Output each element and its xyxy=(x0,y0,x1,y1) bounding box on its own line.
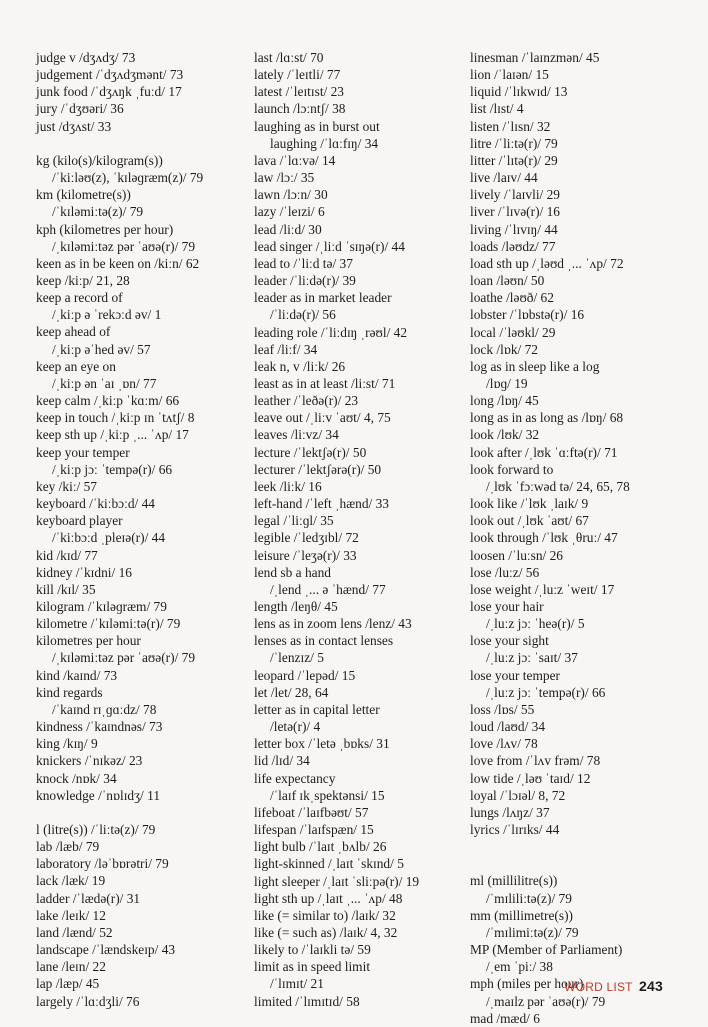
word-entry: keep sth up /ˌkiːp ˌ... ˈʌp/ 17 xyxy=(36,427,189,443)
word-entry: living /ˈlɪvɪŋ/ 44 xyxy=(470,221,558,237)
word-entry: launch /lɔːntʃ/ 38 xyxy=(254,101,346,117)
word-entry: kg (kilo(s)/kilogram(s)) xyxy=(36,152,163,168)
word-entry: lifespan /ˈlaɪfspæn/ 15 xyxy=(254,822,374,838)
word-entry: loathe /ləʊð/ 62 xyxy=(470,290,554,306)
word-entry: leading role /ˈliːdɪŋ ˌrəʊl/ 42 xyxy=(254,324,408,340)
word-entry: kid /kɪd/ 77 xyxy=(36,547,98,563)
word-entry: loan /ləʊn/ 50 xyxy=(470,273,545,289)
word-entry: laughing as in burst out xyxy=(254,118,380,134)
word-entry: long as in as long as /lɒŋ/ 68 xyxy=(470,410,624,426)
word-entry-continuation: /ˌkiːp jɔː ˈtempə(r)/ 66 xyxy=(52,461,173,477)
word-entry: leader as in market leader xyxy=(254,290,392,306)
word-entry: lobster /ˈlɒbstə(r)/ 16 xyxy=(470,307,585,323)
word-entry: lab /læb/ 79 xyxy=(36,839,100,855)
word-entry: look after /ˌlʊk ˈɑːftə(r)/ 71 xyxy=(470,444,618,460)
word-entry: kind regards xyxy=(36,684,103,700)
word-entry-continuation: /ˌlʊk ˈfɔːwəd tə/ 24, 65, 78 xyxy=(486,478,630,494)
word-entry: lock /lɒk/ 72 xyxy=(470,341,538,357)
word-entry-continuation: /ˌlend ˌ... ə ˈhænd/ 77 xyxy=(270,581,386,597)
word-entry: kill /kɪl/ 35 xyxy=(36,581,96,597)
word-entry: judgement /ˈdʒʌdʒmənt/ 73 xyxy=(36,67,184,83)
word-entry: letter box /ˈletə ˌbɒks/ 31 xyxy=(254,736,390,752)
word-entry: lecture /ˈlektʃə(r)/ 50 xyxy=(254,444,367,460)
word-entry: look through /ˈlʊk ˌθruː/ 47 xyxy=(470,530,618,546)
word-entry: limited /ˈlɪmɪtɪd/ 58 xyxy=(254,993,360,1009)
word-entry: l (litre(s)) /ˈliːtə(z)/ 79 xyxy=(36,822,156,837)
word-entry: leopard /ˈlepəd/ 15 xyxy=(254,667,356,683)
word-entry: lately /ˈleɪtli/ 77 xyxy=(254,67,341,83)
word-entry: look /lʊk/ 32 xyxy=(470,427,540,443)
word-entry: length /leŋθ/ 45 xyxy=(254,599,338,614)
word-entry-continuation: /ˈkɪləmiːtə(z)/ 79 xyxy=(52,204,144,220)
word-entry: keep your temper xyxy=(36,444,130,460)
word-entry: leather /ˈleðə(r)/ 23 xyxy=(254,393,359,409)
word-entry: load sth up /ˌləʊd ˌ... ˈʌp/ 72 xyxy=(470,255,624,271)
word-entry: lap /læp/ 45 xyxy=(36,976,100,992)
word-entry-continuation: /ˈmɪlimiːtə(z)/ 79 xyxy=(486,924,579,940)
word-entry: lyrics /ˈlɪrɪks/ 44 xyxy=(470,822,560,838)
word-entry: like (= similar to) /laɪk/ 32 xyxy=(254,907,396,923)
word-entry: local /ˈləʊkl/ 29 xyxy=(470,324,556,340)
word-entry: loyal /ˈlɔɪəl/ 8, 72 xyxy=(470,787,566,803)
word-entry: life expectancy xyxy=(254,770,336,786)
word-entry: loads /ləʊdz/ 77 xyxy=(470,238,556,254)
word-entry: kilometres per hour xyxy=(36,633,141,649)
word-entry-continuation: /ˌluːz jɔː ˈtempə(r)/ 66 xyxy=(486,684,606,700)
word-entry: likely to /ˈlaɪkli tə/ 59 xyxy=(254,942,371,958)
word-entry: lifeboat /ˈlaɪfbəʊt/ 57 xyxy=(254,804,369,820)
word-entry: legal /ˈliːɡl/ 35 xyxy=(254,513,334,529)
word-entry-continuation: /ˈlɪmɪt/ 21 xyxy=(270,976,324,992)
word-entry: lava /ˈlɑːvə/ 14 xyxy=(254,152,336,168)
word-entry: leaf /liːf/ 34 xyxy=(254,341,318,357)
word-entry-continuation: /ˌkɪləmiːtəz pər ˈaʊə(r)/ 79 xyxy=(52,650,196,666)
word-entry-continuation: /ˈlenzɪz/ 5 xyxy=(270,650,324,666)
word-entry: light-skinned /ˌlaɪt ˈskɪnd/ 5 xyxy=(254,856,404,872)
word-entry: laboratory /ləˈbɒrətri/ 79 xyxy=(36,856,169,872)
word-entry: log as in sleep like a log xyxy=(470,358,600,374)
page-footer xyxy=(564,978,663,994)
word-entry: litter /ˈlɪtə(r)/ 29 xyxy=(470,152,558,168)
page-number: 243 xyxy=(639,978,663,994)
word-entry: law /lɔː/ 35 xyxy=(254,170,315,186)
word-entry: legible /ˈledʒɪbl/ 72 xyxy=(254,530,359,546)
section-gap xyxy=(470,855,695,872)
word-entry: kilogram /ˈkɪləɡræm/ 79 xyxy=(36,598,167,614)
word-entry: liquid /ˈlɪkwɪd/ 13 xyxy=(470,84,568,100)
word-entry: look out /ˌlʊk ˈaʊt/ 67 xyxy=(470,513,589,529)
word-entry: left-hand /ˈleft ˌhænd/ 33 xyxy=(254,496,389,512)
word-entry: ladder /ˈlædə(r)/ 31 xyxy=(36,890,141,906)
word-entry: lid /lɪd/ 34 xyxy=(254,753,310,769)
word-entry-continuation: /ˌkiːp ə ˈrekɔːd əv/ 1 xyxy=(52,307,162,323)
word-entry: king /kɪŋ/ 9 xyxy=(36,736,98,752)
word-entry: lenses as in contact lenses xyxy=(254,633,394,649)
word-entry: key /kiː/ 57 xyxy=(36,478,97,494)
word-entry: love /lʌv/ 78 xyxy=(470,736,538,752)
word-entry: lake /leɪk/ 12 xyxy=(36,907,106,923)
word-entry: lend sb a hand xyxy=(254,564,331,580)
word-entry: mm (millimetre(s)) xyxy=(470,907,574,923)
word-entry: leek /liːk/ 16 xyxy=(254,478,322,494)
word-entry: keep calm /ˌkiːp ˈkɑːm/ 66 xyxy=(36,393,180,409)
word-entry: light sleeper /ˌlaɪt ˈsliːpə(r)/ 19 xyxy=(254,873,420,889)
word-entry: jury /ˈdʒʊəri/ 36 xyxy=(36,101,124,117)
word-entry: lead singer /ˌliːd ˈsɪŋə(r)/ 44 xyxy=(254,238,405,254)
footer-label: WORD LIST xyxy=(564,980,633,994)
word-entry: listen /ˈlɪsn/ 32 xyxy=(470,118,551,134)
word-entry: kidney /ˈkɪdni/ 16 xyxy=(36,564,132,580)
word-entry: leader /ˈliːdə(r)/ 39 xyxy=(254,273,356,289)
word-entry: lens as in zoom lens /lenz/ 43 xyxy=(254,616,412,632)
word-entry: lawn /lɔːn/ 30 xyxy=(254,187,328,203)
word-entry: keyboard /ˈkiːbɔːd/ 44 xyxy=(36,496,155,512)
word-entry: letter as in capital letter xyxy=(254,701,380,717)
word-entry: keep /kiːp/ 21, 28 xyxy=(36,273,130,289)
word-entry: long /lɒŋ/ 45 xyxy=(470,393,539,409)
word-entry-continuation: /ˈmɪliliːtə(z)/ 79 xyxy=(486,890,572,906)
word-entry: keyboard player xyxy=(36,513,123,529)
word-entry: mph (miles per hour) xyxy=(470,976,584,992)
word-entry-continuation: /ˈkiːbɔːd ˌpleɪə(r)/ 44 xyxy=(52,530,166,546)
word-entry-continuation: /letə(r)/ 4 xyxy=(270,719,321,735)
word-entry-continuation: /lɒɡ/ 19 xyxy=(486,375,528,391)
section-gap xyxy=(470,838,695,855)
word-entry-continuation: laughing /ˈlɑːfɪŋ/ 34 xyxy=(270,135,379,151)
word-entry: look forward to xyxy=(470,461,554,477)
word-entry: live /laɪv/ 44 xyxy=(470,170,538,186)
word-entry: love from /ˈlʌv frəm/ 78 xyxy=(470,753,601,769)
word-entry: light sth up /ˌlaɪt ˌ... ˈʌp/ 48 xyxy=(254,890,403,906)
word-entry: low tide /ˌləʊ ˈtaɪd/ 12 xyxy=(470,770,591,786)
word-entry: lead to /ˈliːd tə/ 37 xyxy=(254,255,353,271)
word-entry: leisure /ˈleʒə(r)/ 33 xyxy=(254,547,357,563)
word-entry: ml (millilitre(s)) xyxy=(470,873,558,889)
word-entry: loosen /ˈluːsn/ 26 xyxy=(470,547,563,563)
word-entry-continuation: /ˌkiːp əˈhed əv/ 57 xyxy=(52,341,151,357)
word-entry: landscape /ˈlændskeɪp/ 43 xyxy=(36,942,176,958)
word-entry: just /dʒʌst/ 33 xyxy=(36,118,112,134)
word-entry-continuation: /ˈlaɪf ɪkˌspektənsi/ 15 xyxy=(270,787,385,803)
word-entry: loud /laʊd/ 34 xyxy=(470,719,546,735)
word-entry: lack /læk/ 19 xyxy=(36,873,106,889)
word-entry: keep a record of xyxy=(36,290,123,306)
word-entry: latest /ˈleɪtɪst/ 23 xyxy=(254,84,345,100)
word-entry: kilometre /ˈkɪləmiːtə(r)/ 79 xyxy=(36,616,181,632)
word-entry: least as in at least /liːst/ 71 xyxy=(254,375,396,391)
word-entry-continuation: /ˌluːz jɔː ˈsaɪt/ 37 xyxy=(486,650,578,666)
word-entry: lion /ˈlaɪən/ 15 xyxy=(470,67,549,83)
word-entry: last /lɑːst/ 70 xyxy=(254,50,324,65)
word-entry: knock /nɒk/ 34 xyxy=(36,770,117,786)
word-entry: limit as in speed limit xyxy=(254,959,371,975)
word-entry-continuation: /ˌluːz jɔː ˈheə(r)/ 5 xyxy=(486,616,585,632)
word-list-column-3 xyxy=(470,49,695,1027)
word-entry: leave out /ˌliːv ˈaʊt/ 4, 75 xyxy=(254,410,391,426)
word-entry-continuation: /ˌkɪləmiːtəz pər ˈaʊə(r)/ 79 xyxy=(52,238,196,254)
word-entry-continuation: /ˈkaɪnd rɪˌɡɑːdz/ 78 xyxy=(52,701,157,717)
word-entry: land /lænd/ 52 xyxy=(36,924,113,940)
word-entry: light bulb /ˈlaɪt ˌbʌlb/ 26 xyxy=(254,839,387,855)
word-entry: keep in touch /ˌkiːp ɪn ˈtʌtʃ/ 8 xyxy=(36,410,195,426)
section-gap xyxy=(36,804,241,821)
word-entry: knowledge /ˈnɒlɪdʒ/ 11 xyxy=(36,787,161,803)
word-entry: kph (kilometres per hour) xyxy=(36,221,174,237)
word-entry: lose your sight xyxy=(470,633,549,649)
word-entry: km (kilometre(s)) xyxy=(36,187,131,203)
word-entry: lively /ˈlaɪvli/ 29 xyxy=(470,187,561,203)
word-entry: lungs /lʌŋz/ 37 xyxy=(470,804,550,820)
word-entry: kindness /ˈkaɪndnəs/ 73 xyxy=(36,719,163,735)
word-entry: lead /liːd/ 30 xyxy=(254,221,322,237)
word-entry: largely /ˈlɑːdʒli/ 76 xyxy=(36,993,140,1009)
word-list-column-2 xyxy=(254,49,464,1010)
word-entry: keep an eye on xyxy=(36,358,116,374)
word-entry: leaves /liːvz/ 34 xyxy=(254,427,339,443)
word-entry: lose weight /ˌluːz ˈweɪt/ 17 xyxy=(470,581,615,597)
word-entry-continuation: /ˌkiːp ən ˈaɪ ˌɒn/ 77 xyxy=(52,375,157,391)
word-entry: junk food /ˈdʒʌŋk ˌfuːd/ 17 xyxy=(36,84,182,100)
word-entry: let /let/ 28, 64 xyxy=(254,684,329,700)
word-entry-continuation: /ˌmaɪlz pər ˈaʊə(r)/ 79 xyxy=(486,993,606,1009)
word-entry: look like /ˈlʊk ˌlaɪk/ 9 xyxy=(470,496,589,512)
word-entry: knickers /ˈnɪkəz/ 23 xyxy=(36,753,143,769)
word-entry: linesman /ˈlaɪnzmən/ 45 xyxy=(470,50,600,65)
word-entry: kind /kaɪnd/ 73 xyxy=(36,667,118,683)
word-entry-continuation: /ˈkiːləʊ(z), ˈkɪləɡræm(z)/ 79 xyxy=(52,170,204,186)
word-entry: MP (Member of Parliament) xyxy=(470,942,623,958)
word-entry: loss /lɒs/ 55 xyxy=(470,701,535,717)
word-entry: list /lɪst/ 4 xyxy=(470,101,524,117)
word-entry: judge v /dʒʌdʒ/ 73 xyxy=(36,50,136,65)
word-entry: lose /luːz/ 56 xyxy=(470,564,540,580)
word-entry: lose your temper xyxy=(470,667,560,683)
word-entry: lane /leɪn/ 22 xyxy=(36,959,106,975)
word-entry: leak n, v /liːk/ 26 xyxy=(254,358,346,374)
word-entry: liver /ˈlɪvə(r)/ 16 xyxy=(470,204,560,220)
word-entry: lazy /ˈleɪzi/ 6 xyxy=(254,204,325,220)
word-entry: lose your hair xyxy=(470,599,544,614)
word-list-column-1 xyxy=(36,49,241,1010)
section-gap xyxy=(36,135,241,152)
word-entry: keep ahead of xyxy=(36,324,111,340)
word-entry: mad /mæd/ 6 xyxy=(470,1010,540,1026)
word-entry: keen as in be keen on /kiːn/ 62 xyxy=(36,255,200,271)
word-entry-continuation: /ˈliːdə(r)/ 56 xyxy=(270,307,336,323)
word-entry: litre /ˈliːtə(r)/ 79 xyxy=(470,135,558,151)
word-entry-continuation: /ˌem ˈpiː/ 38 xyxy=(486,959,553,975)
word-entry: like (= such as) /laɪk/ 4, 32 xyxy=(254,924,398,940)
word-entry: lecturer /ˈlektʃərə(r)/ 50 xyxy=(254,461,382,477)
